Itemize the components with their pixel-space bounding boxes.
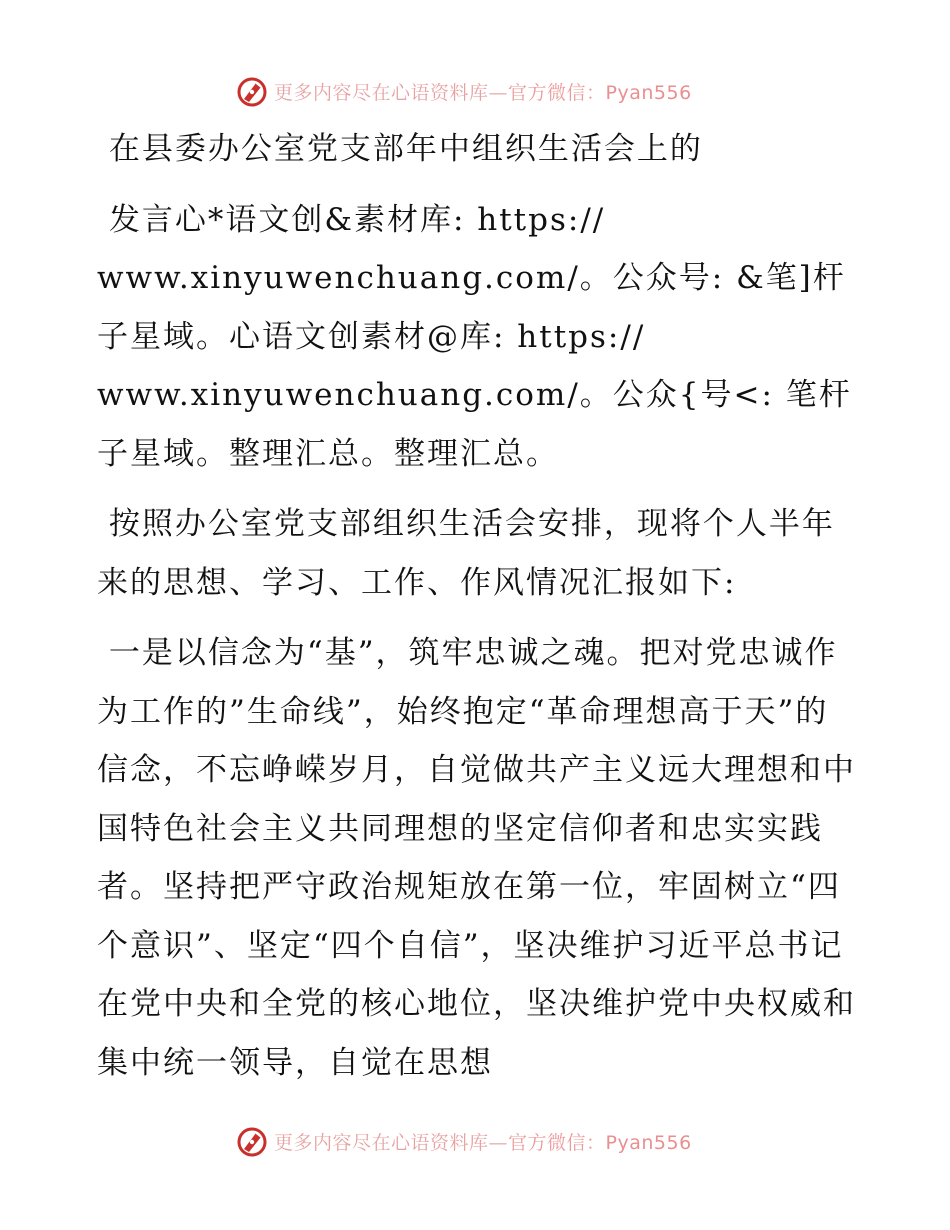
- watermark-prefix: 更多内容尽在心语资料库: [274, 81, 489, 104]
- loyalty-paragraph: 一是以信念为“基”，筑牢忠诚之魂。把对党忠诚作为工作的”生命线”，始终抱定“革命理想高于天”的信念，不忘峥嵘岁月，自觉做共产主义远大理想和中国特色社会主义共同理想的坚定信仰者和忠实实践者。坚持把严守政治规矩放在第一位，牢固树立“四个意识”、坚定“四个自信”，坚决维护习近平总书记在党中央和全党的核心地位，坚决维护党中央权威和集中统一领导，自觉在思想: [97, 635, 856, 1081]
- watermark-wechat-id: Pyan556: [605, 81, 692, 104]
- source-notice-paragraph: 发言心*语文创&素材库: https:// www.xinyuwenchuang.com/。公众号: &笔]杆子星域。心语文创素材@库: https:// www.xinyuwenchuang.com/。公众{号<: 笔杆子星域。整理汇总。整理汇总。: [97, 201, 852, 472]
- intro-paragraph: 按照办公室党支部组织生活会安排，现将个人半年来的思想、学习、工作、作风情况汇报如下:: [97, 506, 835, 601]
- watermark-text: [274, 1128, 692, 1155]
- document-body: [97, 120, 857, 1092]
- footer-watermark: [236, 1124, 692, 1158]
- header-watermark: [236, 74, 692, 108]
- watermark-wechat-id: Pyan556: [605, 1131, 692, 1154]
- watermark-text: [274, 78, 692, 105]
- watermark-dash: —: [488, 81, 509, 104]
- watermark-dash: —: [488, 1131, 509, 1154]
- watermark-prefix: 更多内容尽在心语资料库: [274, 1131, 489, 1154]
- watermark-official-label: 官方微信：: [508, 1131, 606, 1154]
- watermark-official-label: 官方微信：: [508, 81, 606, 104]
- pen-nib-circle-icon: [236, 75, 268, 107]
- document-title: 在县委办公室党支部年中组织生活会上的: [97, 131, 703, 167]
- pen-nib-circle-icon: [236, 1125, 268, 1157]
